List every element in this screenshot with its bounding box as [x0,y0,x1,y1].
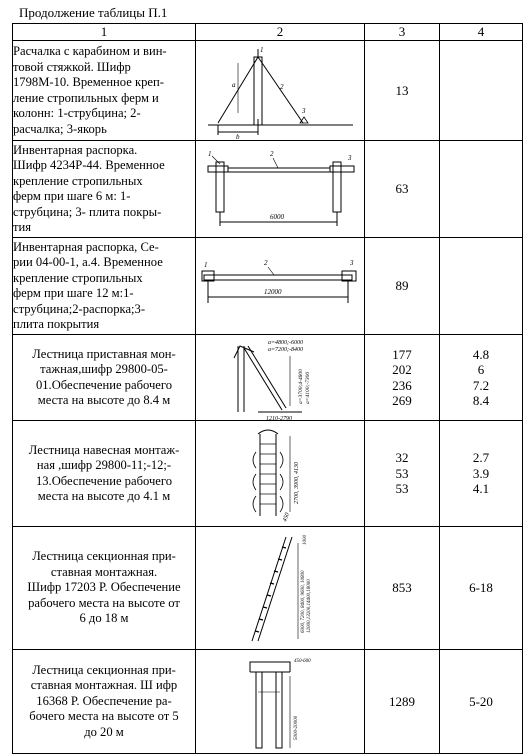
desc-line: крепление стропильных [13,173,143,188]
label-3: 3 [349,259,353,267]
col3-value: 13 [395,82,409,98]
guy-rope-diagram [198,43,363,139]
desc-line: 1798М-10. Временное креп- [13,75,164,89]
dim-b: b [235,132,239,139]
dim-12000: 12000 [263,288,281,296]
col3-value: 32 [395,450,409,466]
desc-line: Лестница приставная мон- [32,346,176,361]
col4-value: 6 [477,362,485,377]
label-2: 2 [279,82,283,91]
desc-line: места на высоте до 8.4 м [37,393,171,407]
col3-value: 89 [395,278,409,294]
header-col-1: 1 [13,24,196,41]
desc-line: Лестница секционная при- [32,662,176,677]
table-row [13,650,523,754]
row-description [13,650,196,754]
label-2: 2 [269,150,273,158]
dim-label-3: a=3700;4-4800 [297,368,304,404]
desc-line: тажная,шифр 29800-05- [40,362,168,376]
dim-height-2: 12000,13200,14400,18000 [306,579,312,633]
col3-value: 853 [392,580,412,596]
dim-top: 450-600 [293,658,311,664]
specification-table [12,23,523,754]
dim-6000: 6000 [269,213,284,221]
row-figure [196,41,365,141]
row-col3 [365,421,440,527]
dim-height: 5000-20000 [293,715,299,740]
row-description [13,421,196,527]
col4-value: 5-20 [469,693,493,709]
desc-line: плита покрытия [13,317,100,331]
desc-line: расчалка; 3-якорь [13,121,107,136]
desc-line: рии 04-00-1, а.4. Временное [13,255,163,269]
col3-value: 202 [392,362,412,377]
dim-base: 450 [281,511,291,523]
desc-line: Лестница навесная монтаж- [28,442,180,457]
desc-line: до 20 м [84,724,124,739]
desc-line: крепление стропильных [13,270,143,285]
header-row [13,24,523,41]
col3-value: 236 [392,377,412,393]
label-3: 3 [301,106,305,115]
hanging-ladder-diagram [198,424,363,524]
desc-line: Инвентарная распорка. [13,142,138,157]
sectional-ladder-2-diagram [198,652,363,752]
row-description [13,335,196,421]
desc-line: ферм при шаге 12 м:1- [13,286,134,300]
row-col4 [440,141,523,238]
col3-value: 269 [392,393,412,408]
desc-line: 01.Обеспечение рабочего [35,377,173,392]
row-figure [196,335,365,421]
col4-value: 4.1 [472,481,490,497]
table-row [13,41,523,141]
dim-top: 1000 [302,535,308,545]
dim-label-2: a=7200;-8400 [267,346,303,353]
row-col3 [365,141,440,238]
col4-value: 2.7 [472,450,490,466]
table-row [13,238,523,335]
desc-line: ление стропильных ферм и [13,90,159,105]
row-figure [196,238,365,335]
dim-label-4: a=4100;-7300 [304,371,311,404]
row-figure [196,141,365,238]
col4-value: 3.9 [472,465,490,481]
row-col3 [365,335,440,421]
row-col4 [440,335,523,421]
row-description [13,141,196,238]
desc-line: струбцина;2-распорка;3- [13,301,146,316]
desc-line: бочего места на высоте от 5 [29,709,179,724]
label-2: 2 [263,259,267,267]
row-description [13,238,196,335]
col4-value: 7.2 [472,377,490,393]
dim-base: 1210-2790 [265,415,292,420]
desc-line: Лестница секционная при- [32,549,176,564]
header-col-3: 3 [365,24,440,41]
row-col4 [440,650,523,754]
spacer-12m-diagram [198,241,363,331]
row-col4 [440,41,523,141]
desc-line: Инвентарная распорка, Се- [13,239,159,254]
dim-height: 2700, 3900, 4130 [293,461,300,504]
desc-line: ная ,шифр 29800-11;-12;- [36,458,172,472]
col3-value: 53 [395,481,409,497]
col4-value: 6-18 [469,580,493,596]
table-row [13,141,523,238]
label-1: 1 [259,45,263,54]
desc-line: Расчалка с карабином и вин- [13,44,167,58]
desc-line: Шифр 4234Р-44. Временное [13,158,165,172]
col3-value: 177 [392,346,412,362]
desc-line: 6 до 18 м [79,611,129,626]
table-row [13,335,523,421]
desc-line: тия [13,220,32,234]
row-col4 [440,238,523,335]
header-col-4: 4 [440,24,523,41]
label-1: 1 [203,261,207,269]
row-description [13,41,196,141]
row-col3 [365,238,440,335]
row-description [13,527,196,650]
row-figure [196,421,365,527]
dim-height-1: 6000, 7200, 8400, 9600, 10800 [300,570,306,633]
desc-line: ферм при шаге 6 м: 1- [13,189,131,203]
dim-label-1: a=4800;-6000 [267,339,303,346]
desc-line: струбцина; 3- плита покры- [13,204,162,219]
table-row [13,421,523,527]
col4-value: 8.4 [472,393,490,408]
table-row [13,527,523,650]
desc-line: места на высоте до 4.1 м [37,489,171,503]
desc-line: ставная монтажная. Ш ифр [30,678,178,693]
dim-a: a [231,80,235,89]
col3-value: 1289 [389,693,415,709]
desc-line: Шифр 17203 Р. Обеспечение [27,580,181,595]
row-col3 [365,527,440,650]
spacer-6m-diagram [198,144,363,234]
desc-line: 16368 Р. Обеспечение ра- [36,693,172,708]
sectional-ladder-diagram [198,529,363,647]
label-3: 3 [347,154,351,162]
col4-value: 4.8 [472,346,490,362]
desc-line: рабочего места на высоте от [28,595,180,610]
row-col3 [365,41,440,141]
col3-value: 53 [395,465,409,481]
desc-line: 13.Обеспечение рабочего [35,473,173,488]
row-figure [196,650,365,754]
row-col4 [440,421,523,527]
row-col3 [365,650,440,754]
header-col-2: 2 [196,24,365,41]
col3-value: 63 [395,181,409,197]
table-caption: Продолжение таблицы П.1 [19,5,168,20]
label-1: 1 [207,150,211,158]
desc-line: товой стяжкой. Шифр [13,59,131,74]
row-figure [196,527,365,650]
row-col4 [440,527,523,650]
desc-line: ставная монтажная. [50,564,158,579]
leaning-ladder-diagram [198,336,363,420]
desc-line: колонн: 1-струбцина; 2- [13,106,141,120]
